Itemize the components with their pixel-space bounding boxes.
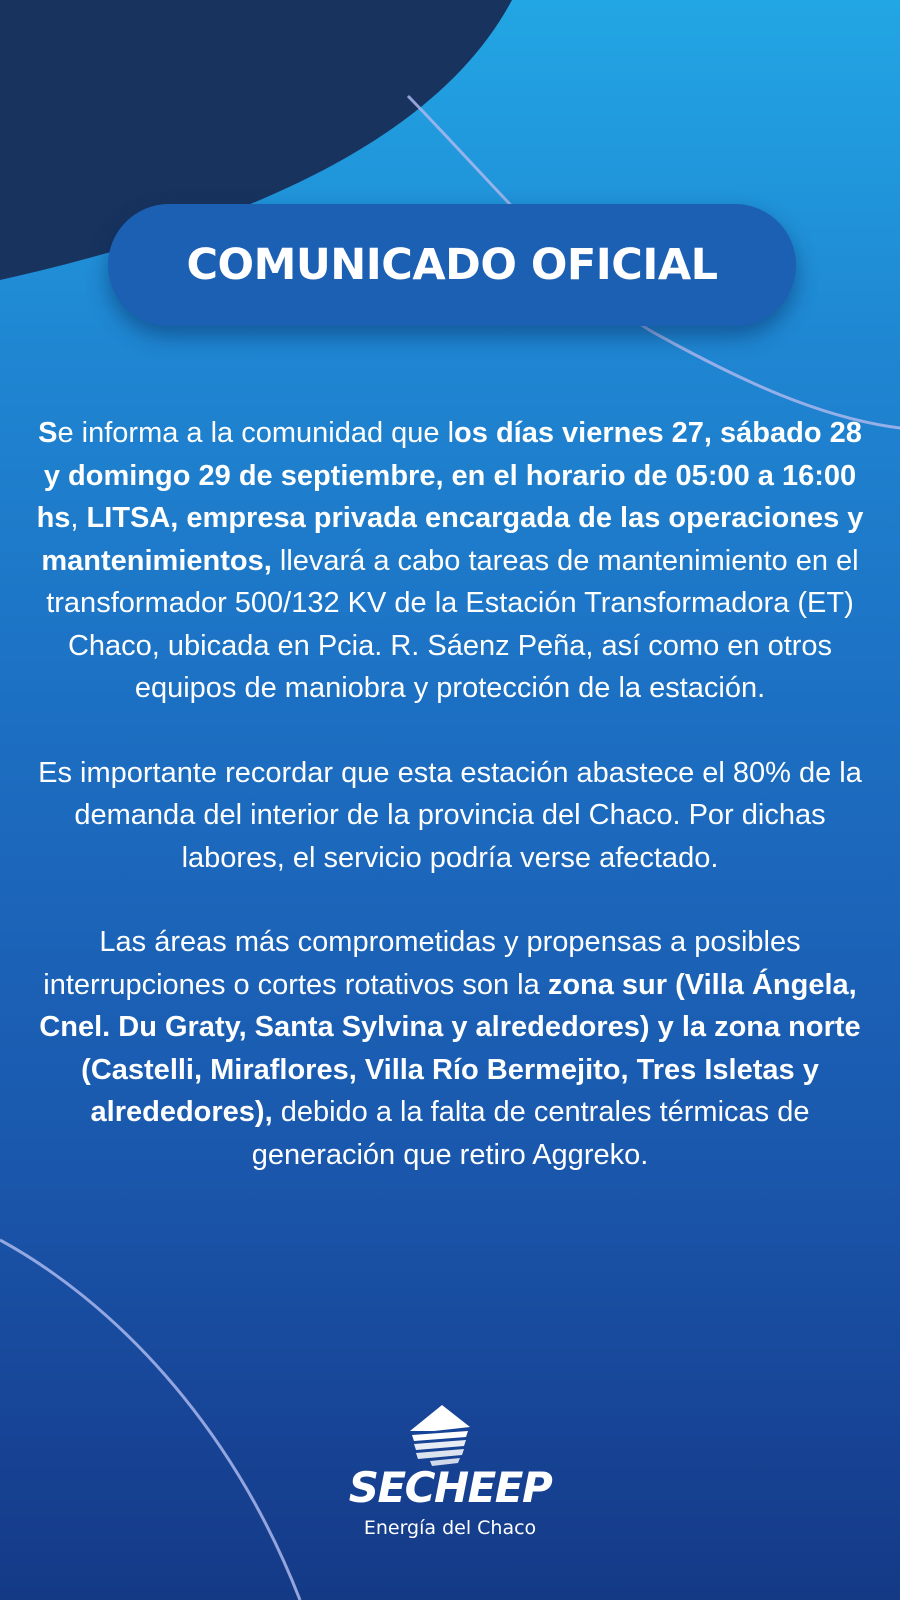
paragraph-affected-areas: Las áreas más comprometidas y propensas a posibles interrupciones o cortes rotativos son la zona sur (Villa Ángela, Cnel. Du Graty, Santa Sylvina y alrededores) y la zona norte (Castelli, Miraflores, Villa Río Bermejito, Tres Isletas y alrededores), debido a la falta de centrales térmicas de generación que retiro Aggreko. — [39, 926, 861, 1171]
schedule-text: os días viernes 27, sábado 28 y domingo 29 de septiembre, en el horario de 05:00 a 16:00 hs — [36, 417, 862, 534]
paragraph-maintenance: Se informa a la comunidad que los días viernes 27, sábado 28 y domingo 29 de septiembre, en el horario de 05:00 a 16:00 hs, LITSA, empresa privada encargada de las operaciones y mantenimientos, llevará a cabo tareas de mantenimiento en el transformador 500/132 KV de la Estación Transformadora (ET) Chaco, ubicada en Pcia. R. Sáenz Peña, así como en otros equipos de maniobra y protección de la estación. — [36, 417, 864, 704]
paragraph-importance: Es importante recordar que esta estación abastece el 80% de la demanda del interior de la provincia del Chaco. Por dichas labores, el servicio podría verse afectado. — [38, 756, 862, 874]
announcement-body — [30, 412, 870, 1176]
affected-zones-text: zona sur (Villa Ángela, Cnel. Du Graty, Santa Sylvina y alrededores) y la zona norte (Castelli, Miraflores, Villa Río Bermejito, Tres Isletas y alrededores), — [39, 968, 861, 1128]
page-title: COMUNICADO OFICIAL — [186, 240, 718, 290]
dropcap-letter: S — [38, 417, 58, 449]
secheep-building-icon — [330, 1405, 570, 1469]
arc-line-bottom — [0, 1240, 300, 1600]
title-banner — [108, 204, 796, 326]
company-text: LITSA, empresa privada encargada de las operaciones y mantenimientos, — [41, 502, 864, 577]
brand-name: SECHEEP — [348, 1463, 552, 1512]
secheep-logo — [330, 1405, 570, 1539]
brand-tagline: Energía del Chaco — [363, 1517, 537, 1539]
